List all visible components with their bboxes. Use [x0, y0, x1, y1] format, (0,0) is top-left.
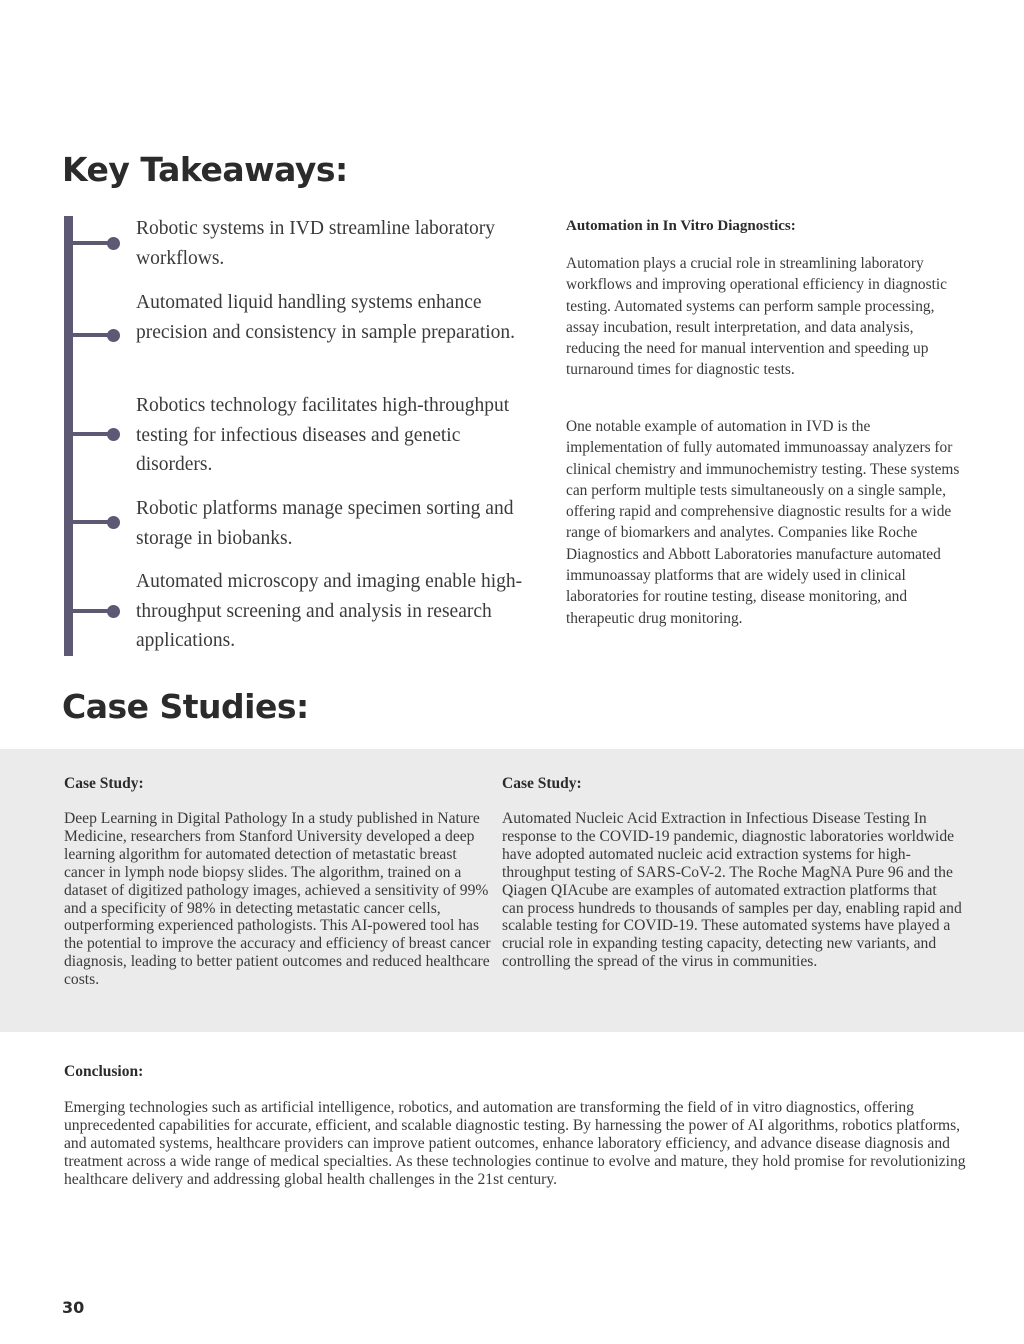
takeaway-item: Robotics technology facilitates high-throughput testing for infectious diseases and genetic disorders. [136, 395, 510, 475]
takeaway-item: Robotic platforms manage specimen sorting and storage in biobanks. [136, 498, 514, 549]
case-study-body: Automated Nucleic Acid Extraction in Infectious Disease Testing In response to the COVID-19 pandemic, diagnostic laboratories worldwide have adopted automated nucleic acid extraction systems for high-throughput testing of SARS-CoV-2. The Roche MagNA Pure 96 and the Qiagen QIAcube are examples of automated extraction platforms that can process hundreds to thousands of samples per day, enabling rapid and scalable testing for COVID-19. These automated systems have played a crucial role in expanding testing capacity, detecting new variants, and controlling the spread of the virus in communities. [502, 810, 962, 971]
timeline-dot [107, 329, 120, 342]
conclusion-body: Emerging technologies such as artificial intelligence, robotics, and automation are transforming the field of in vitro diagnostics, offering unprecedented capabilities for accurate, efficient, and scalable diagnostic testing. By harnessing the power of AI algorithms, robotics platforms, and automated systems, healthcare providers can improve patient outcomes, enhance laboratory efficiency, and advance disease diagnosis and treatment across a wide range of medical specialties. As these technologies continue to evolve and mature, they hold promise for revolutionizing healthcare delivery and addressing global health challenges in the 21st century. [64, 1099, 966, 1188]
timeline-bar [64, 216, 73, 656]
timeline-connector [73, 241, 111, 245]
takeaway-item: Automated liquid handling systems enhance precision and consistency in sample preparation. [136, 292, 516, 343]
timeline-connector [73, 609, 111, 613]
automation-paragraph: Automation plays a crucial role in streamlining laboratory workflows and improving operational efficiency in diagnostic testing. Automated systems can perform sample processing, assay incubation, result interpretation, and data analysis, reducing the need for manual intervention and speeding up turnaround times for diagnostic tests. [566, 255, 947, 379]
case-study-heading: Case Study: [64, 775, 144, 792]
takeaway-item: Robotic systems in IVD streamline laboratory workflows. [136, 218, 496, 269]
automation-heading: Automation in In Vitro Diagnostics: [566, 218, 796, 234]
timeline-connector [73, 520, 111, 524]
timeline-dot [107, 428, 120, 441]
timeline-dot [107, 605, 120, 618]
automation-paragraph: One notable example of automation in IVD is the implementation of fully automated immunoassay analyzers for clinical chemistry and immunochemistry testing. These systems can perform multiple tests simultaneously on a single sample, offering rapid and comprehensive diagnostic results for a wide range of biomarkers and analytes. Companies like Roche Diagnostics and Abbott Laboratories manufacture automated immunoassay platforms that are widely used in clinical laboratories for routine testing, disease monitoring, and therapeutic drug monitoring. [566, 418, 960, 627]
conclusion-heading: Conclusion: [64, 1063, 144, 1080]
case-studies-title: Case Studies: [62, 687, 309, 726]
timeline-dot [107, 237, 120, 250]
timeline-connector [73, 333, 111, 337]
case-study-heading: Case Study: [502, 775, 582, 792]
timeline-dot [107, 516, 120, 529]
timeline-connector [73, 432, 111, 436]
page-number: 30 [62, 1298, 85, 1317]
case-study-body: Deep Learning in Digital Pathology In a study published in Nature Medicine, researchers from Stanford University developed a deep learning algorithm for automated detection of metastatic breast cancer in lymph node biopsy slides. The algorithm, trained on a dataset of digitized pathology images, achieved a sensitivity of 99% and a specificity of 98% in detecting metastatic cancer cells, outperforming experienced pathologists. This AI-powered tool has the potential to improve the accuracy and efficiency of breast cancer diagnosis, leading to better patient outcomes and reduced healthcare costs. [64, 810, 491, 989]
takeaway-item: Automated microscopy and imaging enable high-throughput screening and analysis in research applications. [136, 571, 523, 651]
key-takeaways-title: Key Takeaways: [62, 150, 348, 189]
